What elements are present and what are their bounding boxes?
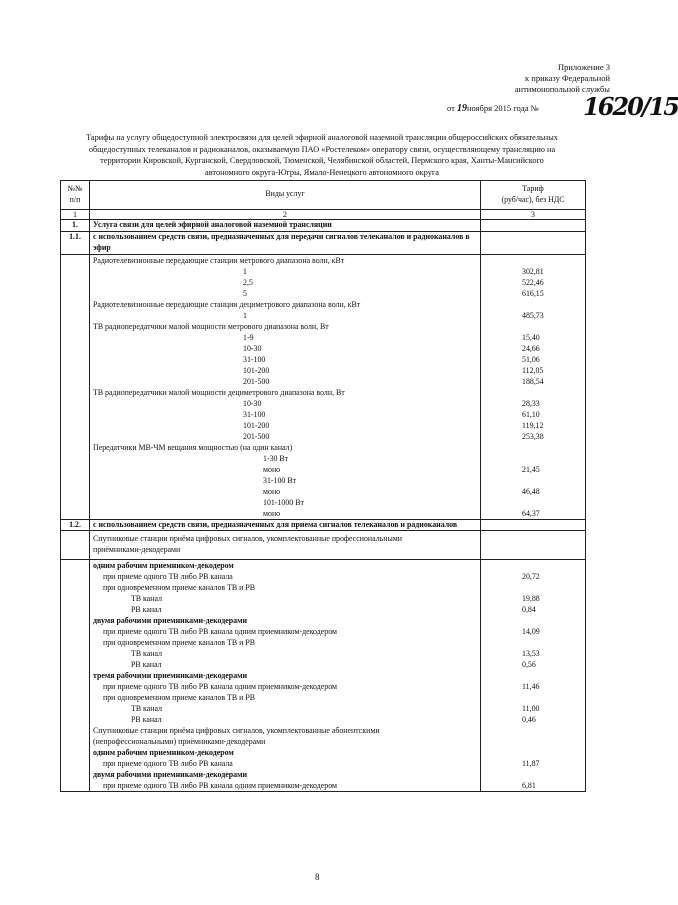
order-prefix: от (447, 103, 457, 113)
service-line: 31-100 Вт (263, 475, 297, 485)
tariff-value: 11,00 (522, 704, 540, 714)
section-1-1-body-num (61, 254, 90, 519)
service-line: 201-500 (243, 431, 270, 441)
header-num-cell (61, 181, 90, 210)
service-line: двумя рабочими приемниками-декодерами (93, 616, 248, 626)
section-1-2-body-num (61, 560, 90, 792)
service-line: моно (263, 508, 281, 518)
service-line: РВ канал (131, 605, 162, 615)
header-tariff: Тариф (522, 184, 544, 193)
tariff-value: 6,81 (522, 781, 536, 791)
tariff-value (484, 736, 582, 747)
tariff-value (484, 670, 582, 681)
service-line: 1-9 (243, 332, 254, 342)
service-line: Передатчики МВ-ЧМ вещания мощностью (на один канал) (93, 442, 293, 452)
tariff-value: 64,37 (522, 508, 540, 518)
header-num: №№ (67, 184, 83, 193)
service-line: двумя рабочими приемниками-декодерами (93, 770, 248, 780)
service-line: 31-100 (243, 354, 266, 364)
appendix-line-2: к приказу Федеральной (525, 73, 610, 83)
tariff-value (484, 582, 582, 593)
service-line: при приеме одного ТВ либо РВ канала одним приемником-декодером (103, 627, 338, 637)
order-number-handwritten: 1620/15 (583, 92, 678, 121)
tariff-value (484, 475, 582, 486)
section-1-2-intro-num (61, 531, 90, 560)
service-line: 5 (243, 288, 247, 298)
section-1-empty (481, 219, 586, 231)
service-line: 101-200 (243, 420, 270, 430)
tariff-value (484, 321, 582, 332)
tariff-value: 21,45 (522, 464, 540, 474)
section-1-2-services (90, 560, 481, 792)
tariff-value: 51,06 (522, 354, 540, 364)
section-1-2-intro (90, 531, 481, 560)
service-line: РВ канал (131, 660, 162, 670)
service-line: 2,5 (243, 277, 253, 287)
tariff-value: 616,15 (522, 288, 544, 298)
section-1-2-intro-row (61, 531, 586, 560)
tariff-value: 188,54 (522, 376, 544, 386)
tariff-value: 46,48 (522, 486, 540, 496)
table-header-row (61, 181, 586, 210)
tariff-value (484, 453, 582, 464)
title-line-2: общедоступных телеканалов и радиоканалов, оказываемую ПАО «Ростелеком» оператору связи, осуществляющему трансляцию на (88, 144, 556, 154)
tariff-value: 13,53 (522, 649, 540, 659)
header-service-cell (90, 181, 481, 210)
tariff-value (484, 769, 582, 780)
tariff-value: 20,72 (522, 572, 540, 582)
column-number-row (61, 209, 586, 219)
title-line-4: автономного округа-Югры, Ямало-Ненецкого автономного округа (205, 167, 439, 177)
service-line: ТВ канал (131, 649, 163, 659)
service-line: одним рабочим приемником-декодером (93, 561, 234, 571)
header-tariff-cell (481, 181, 586, 210)
section-1-2-tariffs (481, 560, 586, 792)
tariff-value: 253,38 (522, 431, 544, 441)
tariff-table (60, 180, 586, 792)
header-num-2: п/п (69, 194, 81, 204)
title-line-3: территории Кировской, Курганской, Свердловской, Тюменской, Челябинской областей, Пермского края, Ханты-Мансийского (100, 156, 544, 166)
service-line: при приеме одного ТВ либо РВ канала (103, 572, 233, 582)
service-line: моно (263, 464, 281, 474)
order-date-line (447, 103, 539, 114)
service-line: (непрофессиональными) приёмниками-декодерами (93, 737, 266, 747)
tariff-value (484, 255, 582, 266)
section-1-2-empty (481, 519, 586, 531)
service-line: тремя рабочими приемниками-декодерами (93, 671, 248, 681)
tariff-value (484, 497, 582, 508)
service-line: 31-100 (243, 409, 266, 419)
section-1-2-intro-empty (481, 531, 586, 560)
service-line: Радиотелевизионные передающие станции дециметрового диапазона волн, кВт (93, 299, 361, 309)
tariff-value: 522,46 (522, 277, 544, 287)
tariff-value (484, 725, 582, 736)
tariff-value: 19,88 (522, 594, 540, 604)
service-line: РВ канал (131, 715, 162, 725)
section-1-row (61, 219, 586, 231)
document-title (62, 132, 582, 178)
tariff-value: 302,81 (522, 266, 544, 276)
service-line: моно (263, 486, 281, 496)
section-1-num: 1. (61, 219, 90, 231)
section-1-2-row (61, 519, 586, 531)
tariff-value: 0,56 (522, 660, 536, 670)
tariff-value: 0,84 (522, 605, 536, 615)
service-line: Спутниковые станции приёма цифровых сигналов, укомплектованные абонентскими (93, 726, 380, 736)
tariff-value (484, 299, 582, 310)
page-number: 8 (315, 872, 320, 882)
tariff-value: 11,46 (522, 682, 540, 692)
tariff-value (484, 692, 582, 703)
tariff-value: 0,46 (522, 715, 536, 725)
tariff-value (484, 387, 582, 398)
service-line: при приеме одного ТВ либо РВ канала одним приемником-декодером (103, 682, 338, 692)
service-line: при одновременном приеме каналов ТВ и РВ (103, 583, 255, 593)
service-line: 201-500 (243, 376, 270, 386)
section-1-1-title: с использованием средств связи, предназначенных для передачи сигналов телеканалов и радиоканалов в эфир (90, 231, 481, 254)
header-tariff-2: (руб/час), без НДС (501, 194, 565, 204)
header-service: Виды услуг (265, 189, 305, 199)
section-1-2-title: с использованием средств связи, предназначенных для приема сигналов телеканалов и радиоканалов (90, 519, 481, 531)
service-line: ТВ радиопередатчики малой мощности метрового диапазона волн, Вт (93, 321, 329, 331)
service-line: 1 (243, 266, 247, 276)
section-1-1-services (90, 254, 481, 519)
tariff-value (484, 442, 582, 453)
service-line: одним рабочим приемником-декодером (93, 748, 234, 758)
appendix-header (410, 62, 610, 95)
tariff-value: 14,09 (522, 627, 540, 637)
service-line: ТВ радиопередатчики малой мощности дециметрового диапазона волн, Вт (93, 387, 345, 397)
section-1-2-intro-line-1: Спутниковые станции приёма цифровых сигналов, укомплектованные профессиональными (93, 534, 402, 544)
service-line: Радиотелевизионные передающие станции метрового диапазона волн, кВт (93, 255, 345, 265)
service-line: при приеме одного ТВ либо РВ канала одним приемником-декодером (103, 781, 338, 791)
appendix-line-1: Приложение 3 (558, 62, 610, 72)
service-line: при одновременном приеме каналов ТВ и РВ (103, 693, 255, 703)
service-line: 1 (243, 310, 247, 320)
service-line: при приеме одного ТВ либо РВ канала (103, 759, 233, 769)
service-line: ТВ канал (131, 704, 163, 714)
section-1-title: Услуга связи для целей эфирной аналоговой наземной трансляции (90, 219, 481, 231)
appendix-line-3: антимонопольной службы (514, 84, 610, 94)
section-1-2-intro-line-2: приёмниками-декодерами (93, 545, 181, 555)
service-line: 1-30 Вт (263, 453, 289, 463)
tariff-value (484, 615, 582, 626)
service-line: 10-30 (243, 343, 262, 353)
section-1-2-body (61, 560, 586, 792)
section-1-1-tariffs (481, 254, 586, 519)
title-line-1: Тарифы на услугу общедоступной электросвязи для целей эфирной аналоговой наземной трансляции общероссийских обязательных (86, 133, 558, 142)
service-line: 101-1000 Вт (263, 497, 304, 507)
order-middle: ноября 2015 года № (466, 103, 539, 113)
section-1-1-empty (481, 231, 586, 254)
tariff-value: 28,33 (522, 398, 540, 408)
col-number-2: 2 (90, 209, 481, 219)
section-1-1-body (61, 254, 586, 519)
tariff-value (484, 747, 582, 758)
tariff-value (484, 560, 582, 571)
tariff-value: 112,05 (522, 365, 544, 375)
tariff-value: 11,87 (522, 759, 540, 769)
service-line: 10-30 (243, 398, 262, 408)
order-day: 19 (456, 103, 467, 114)
service-line: при одновременном приеме каналов ТВ и РВ (103, 638, 255, 648)
tariff-value (484, 637, 582, 648)
tariff-value: 61,10 (522, 409, 540, 419)
col-number-3: 3 (481, 209, 586, 219)
section-1-2-num: 1.2. (61, 519, 90, 531)
tariff-value: 24,66 (522, 343, 540, 353)
section-1-1-row (61, 231, 586, 254)
tariff-value: 15,40 (522, 332, 540, 342)
tariff-value: 119,12 (522, 420, 544, 430)
service-line: ТВ канал (131, 594, 163, 604)
section-1-1-num: 1.1. (61, 231, 90, 254)
col-number-1: 1 (61, 209, 90, 219)
tariff-value: 485,73 (522, 310, 544, 320)
service-line: 101-200 (243, 365, 270, 375)
